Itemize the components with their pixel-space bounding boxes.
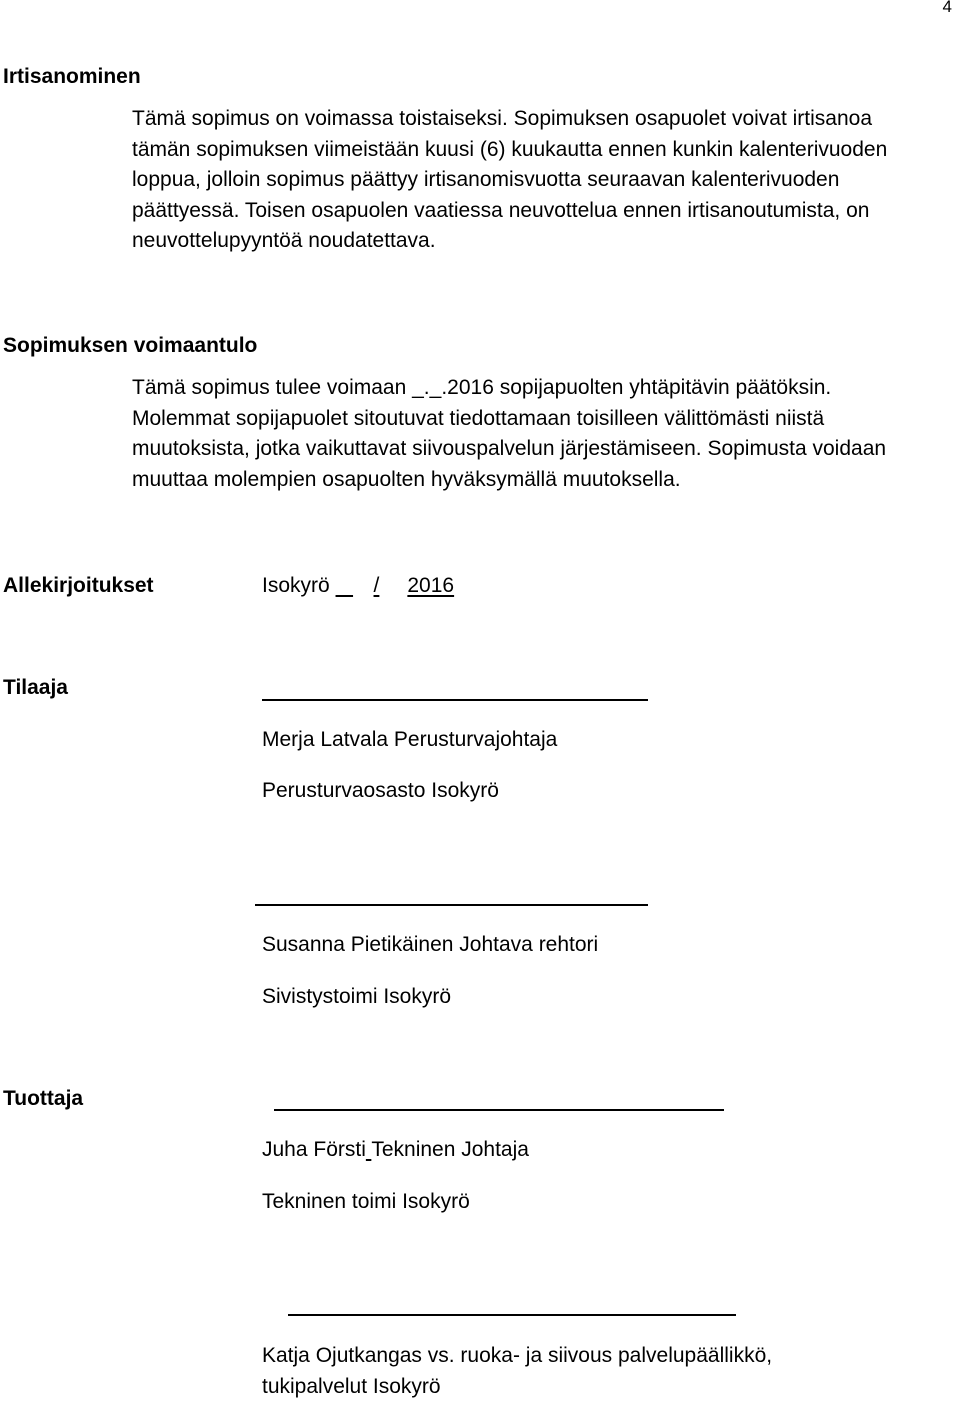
client-signer2-name: Susanna Pietikäinen Johtava rehtori [262,933,599,956]
provider-signer1-title: Tekninen Johtaja [371,1138,529,1161]
client-signer1-dept: Perusturvaosasto Isokyrö [262,779,499,802]
provider-signer2-line1: Katja Ojutkangas vs. ruoka- ja siivous palvelupäällikkö, [262,1344,773,1367]
provider-signer1-dept: Tekninen toimi Isokyrö [262,1190,470,1213]
provider-signature-line-2 [288,1314,736,1316]
provider-signer1-name [262,1138,529,1162]
page-number: 4 [942,0,952,16]
client-signature-line-1 [262,699,648,701]
signature-date-blank [336,574,374,598]
signature-place: Isokyrö [262,574,330,597]
signatures-heading: Allekirjoitukset [3,574,154,597]
entry-into-force-text: Tämä sopimus tulee voimaan _._.2016 sopijapuolten yhtäpitävin päätöksin. Molemmat sopijapuolet sitoutuvat tiedottamaan toisilleen välittömästi niistä muutoksista, jotka vaikuttavat siivouspalvelun järjestämiseen. Sopimusta voidaan muuttaa molempien osapuolten hyväksymällä muutoksella. [132,376,887,491]
termination-heading: Irtisanominen [3,65,141,88]
client-signature-line-2 [255,904,648,906]
signature-date-sep: / [373,574,380,597]
termination-text: Tämä sopimus on voimassa toistaiseksi. Sopimuksen osapuolet voivat irtisanoa tämän sopimuksen viimeistään kuusi (6) kuukautta ennen kunkin kalenterivuoden loppua, jolloin sopimus päättyy irtisanomisvuotta seuraavan kalenterivuoden päättyessä. Toisen osapuolen vaatiessa neuvottelua ennen irtisanoutumista, on neuvottelupyyntöä noudatettava. [132,107,888,252]
provider-signer1-name-part: Juha Försti [262,1138,366,1161]
provider-label: Tuottaja [3,1087,84,1110]
entry-into-force-heading: Sopimuksen voimaantulo [3,334,258,357]
provider-signature-line-1 [274,1109,724,1111]
signature-date-year: 2016 [407,574,455,597]
client-signer2-dept: Sivistystoimi Isokyrö [262,985,452,1008]
client-signer1-name: Merja Latvala Perusturvajohtaja [262,728,558,751]
client-label: Tilaaja [3,676,68,699]
provider-signer2-line2: tukipalvelut Isokyrö [262,1375,441,1398]
signature-place-date [262,574,454,598]
